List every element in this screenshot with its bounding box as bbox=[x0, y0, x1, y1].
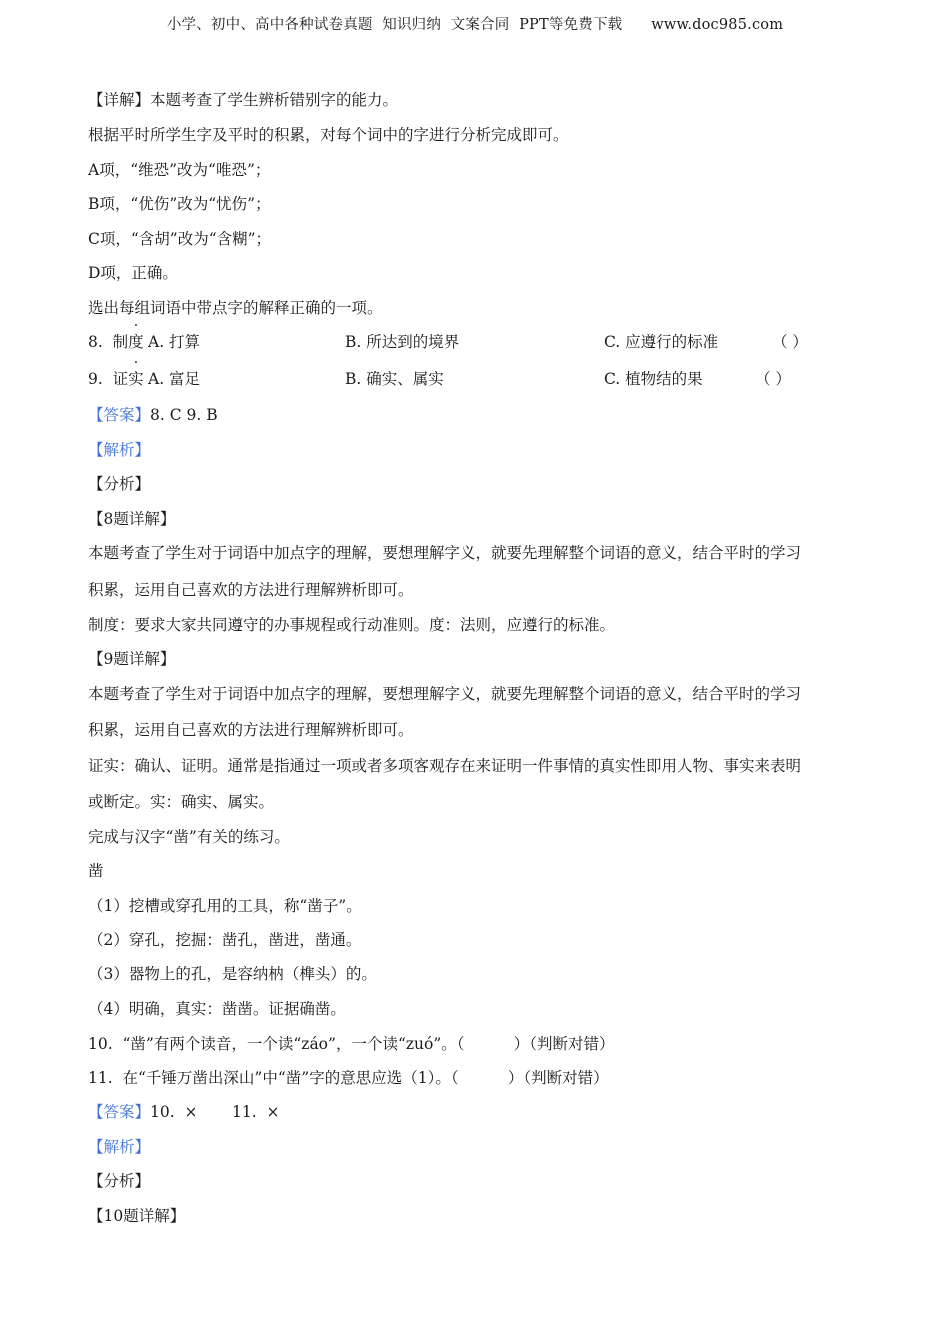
analysis-label: 【解析】 bbox=[88, 441, 151, 459]
detail-line: 【详解】本题考查了学生辨析错别字的能力。 bbox=[88, 91, 399, 109]
q9-option-b: B. 确实、属实 bbox=[345, 370, 444, 388]
text-line: 制度：要求大家共同遵守的办事规程或行动准则。度：法则，应遵行的标准。 bbox=[88, 616, 616, 634]
answer-text: 10. × 11. × bbox=[150, 1103, 280, 1121]
question-8 bbox=[88, 332, 144, 352]
answer-label: 【答案】 bbox=[88, 1103, 151, 1121]
q9-answer-paren: （ ） bbox=[755, 370, 791, 388]
option-c-line: C项，“含胡”改为“含糊”； bbox=[88, 230, 272, 248]
text-line: 完成与汉字“凿”有关的练习。 bbox=[88, 828, 290, 846]
text-line: 或断定。实：确实、属实。 bbox=[88, 793, 275, 811]
q8-answer-paren: （ ） bbox=[772, 333, 808, 351]
question-number: 8. bbox=[88, 333, 103, 351]
q9-option-a: A. 富足 bbox=[148, 370, 201, 388]
fenxi-label: 【分析】 bbox=[88, 1172, 151, 1190]
question-11: 11. 在“千锤万凿出深山”中“凿”字的意思应选（1）。（ ）（判断对错） bbox=[88, 1069, 609, 1087]
q9-detail-title: 【9题详解】 bbox=[88, 650, 176, 668]
char-heading: 凿 bbox=[88, 862, 104, 880]
meaning-3: （3）器物上的孔，是容纳枘（榫头）的。 bbox=[88, 965, 377, 983]
question-word: 证实 bbox=[112, 370, 144, 388]
meaning-2: （2）穿孔，挖掘：凿孔，凿进，凿通。 bbox=[88, 931, 362, 949]
meaning-4: （4）明确，真实：凿凿。证据确凿。 bbox=[88, 1000, 346, 1018]
dotted-char: 度 bbox=[128, 333, 144, 351]
question-10: 10. “凿”有两个读音，一个读“záo”，一个读“zuó”。（ ）（判断对错） bbox=[88, 1035, 615, 1053]
text-line: 本题考查了学生对于词语中加点字的理解，要想理解字义，就要先理解整个词语的意义，结合平时的学习 bbox=[88, 685, 802, 703]
fenxi-label: 【分析】 bbox=[88, 475, 151, 493]
text-line: 根据平时所学生字及平时的积累，对每个词中的字进行分析完成即可。 bbox=[88, 126, 569, 144]
q9-option-c: C. 植物结的果 bbox=[604, 370, 703, 388]
option-d-line: D项，正确。 bbox=[88, 264, 178, 282]
option-b-line: B项，“优伤”改为“忧伤”； bbox=[88, 195, 271, 213]
question-word: 制度 bbox=[112, 333, 144, 351]
q8-detail-title: 【8题详解】 bbox=[88, 510, 176, 528]
answer-line-1 bbox=[88, 405, 218, 425]
text-line: 积累，运用自己喜欢的方法进行理解辨析即可。 bbox=[88, 721, 414, 739]
question-9 bbox=[88, 369, 144, 389]
answer-label: 【答案】 bbox=[88, 406, 151, 424]
answer-text: 8. C 9. B bbox=[150, 406, 218, 424]
instruction-line: 选出每组词语中带点字的解释正确的一项。 bbox=[88, 299, 383, 317]
q10-detail-title: 【10题详解】 bbox=[88, 1207, 186, 1225]
meaning-1: （1）挖槽或穿孔用的工具，称“凿子”。 bbox=[88, 897, 362, 915]
page-header: 小学、初中、高中各种试卷真题 知识归纳 文案合同 PPT等免费下载 www.doc985.com bbox=[166, 17, 784, 33]
dotted-char: 实 bbox=[128, 370, 144, 388]
option-a-line: A项，“维恐”改为“唯恐”； bbox=[88, 161, 271, 179]
text-line: 积累，运用自己喜欢的方法进行理解辨析即可。 bbox=[88, 581, 414, 599]
q8-option-a: A. 打算 bbox=[148, 333, 201, 351]
text-line: 证实：确认、证明。通常是指通过一项或者多项客观存在来证明一件事情的真实性即用人物、事实来表明 bbox=[88, 757, 802, 775]
q8-option-c: C. 应遵行的标准 bbox=[604, 333, 719, 351]
answer-line-2 bbox=[88, 1102, 280, 1122]
analysis-label: 【解析】 bbox=[88, 1138, 151, 1156]
question-number: 9. bbox=[88, 370, 103, 388]
text-line: 本题考查了学生对于词语中加点字的理解，要想理解字义，就要先理解整个词语的意义，结合平时的学习 bbox=[88, 544, 802, 562]
q8-option-b: B. 所达到的境界 bbox=[345, 333, 460, 351]
